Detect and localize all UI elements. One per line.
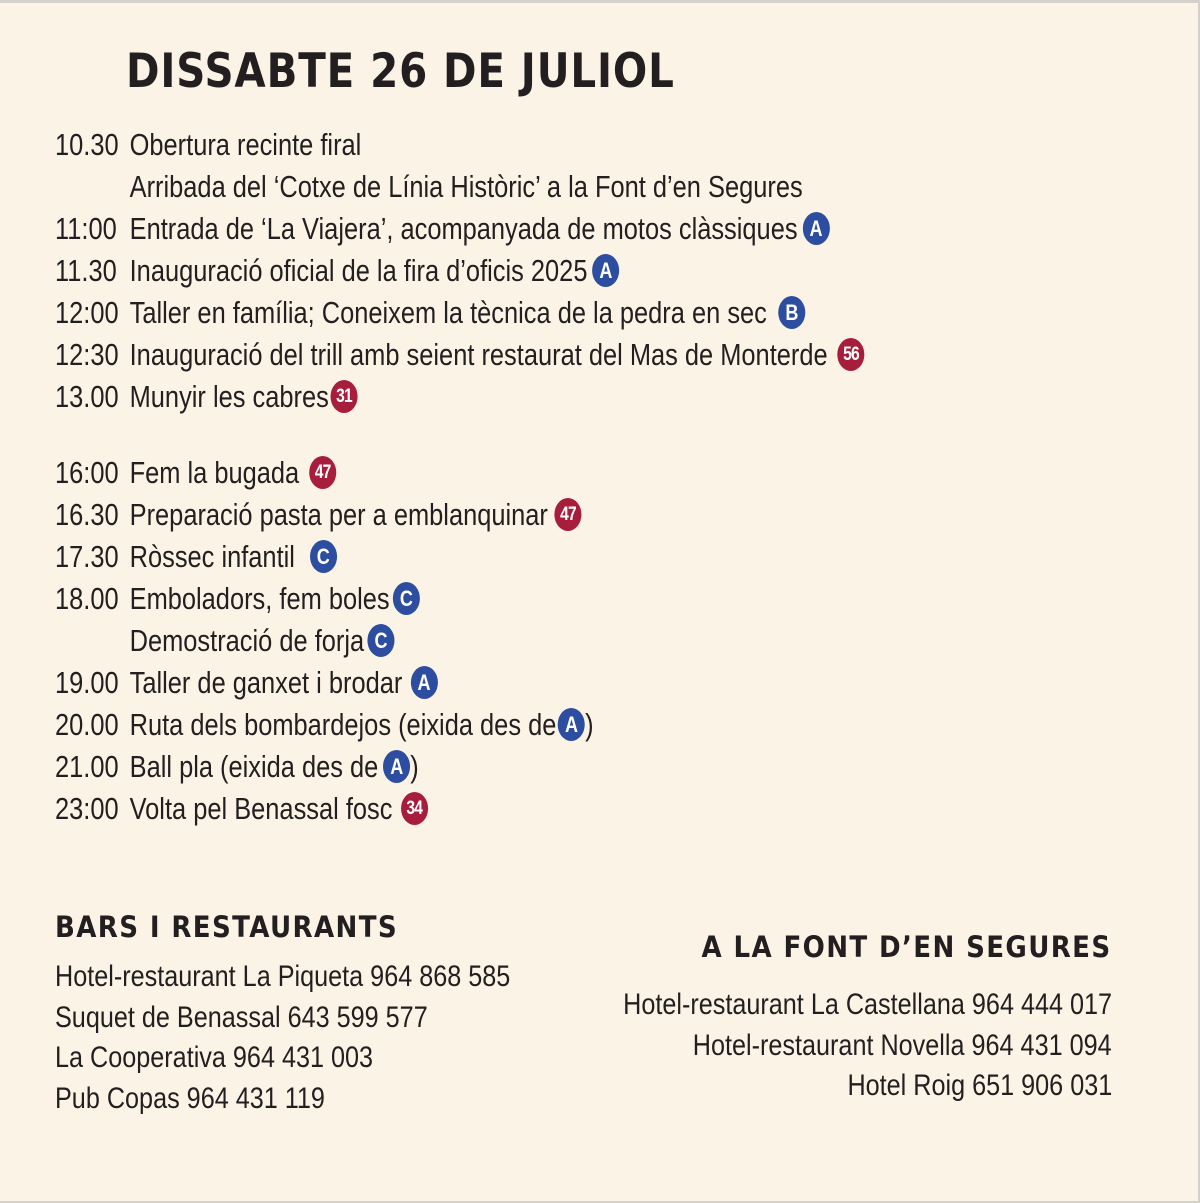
schedule-list [55, 124, 1175, 830]
schedule-time: 20.00 [55, 707, 119, 742]
schedule-time: 10.30 [55, 127, 119, 162]
schedule-text: Taller en família; Coneixem la tècnica de la pedra en sec [129, 295, 767, 330]
schedule-text: Ball pla (eixida des de [129, 749, 379, 784]
location-badge: 31 [330, 380, 357, 413]
schedule-suffix: ) [585, 707, 594, 742]
font-segures-item: Hotel Roig 651 906 031 [847, 1069, 1112, 1102]
bar-item: Suquet de Benassal 643 599 577 [55, 1000, 428, 1034]
schedule-row [55, 662, 1175, 704]
schedule-row [55, 452, 1175, 494]
location-badge: A [802, 212, 829, 245]
font-segures-item: Hotel-restaurant La Castellana 964 444 017 [623, 988, 1112, 1021]
location-badge: B [778, 296, 805, 329]
schedule-time: 16:00 [55, 455, 119, 490]
schedule-text: Taller de ganxet i brodar [129, 665, 403, 700]
schedule-row [55, 166, 1175, 208]
font-segures-list [530, 985, 1112, 1107]
font-segures-title: A LA FONT D’EN SEGURES [702, 930, 1112, 964]
schedule-text: Arribada del ‘Cotxe de Línia Històric’ a la Font d’en Segures [129, 169, 803, 204]
bars-list [55, 957, 597, 1119]
location-badge: 56 [837, 338, 864, 371]
schedule-row [55, 494, 1175, 536]
schedule-text: Obertura recinte firal [129, 127, 362, 162]
schedule-row [55, 208, 1175, 250]
location-badge: A [592, 254, 619, 287]
location-badge: 47 [309, 456, 336, 489]
schedule-time: 18.00 [55, 581, 119, 616]
schedule-time: 21.00 [55, 749, 119, 784]
bars-section-title: BARS I RESTAURANTS [55, 910, 399, 944]
schedule-row [55, 788, 1175, 830]
location-badge: C [393, 582, 420, 615]
schedule-row [55, 578, 1175, 620]
schedule-row [55, 620, 1175, 662]
schedule-time: 13.00 [55, 379, 119, 414]
schedule-row [55, 250, 1175, 292]
schedule-text: Volta pel Benassal fosc [129, 791, 393, 826]
schedule-time: 17.30 [55, 539, 119, 574]
schedule-text: Munyir les cabres [129, 379, 329, 414]
schedule-text: Demostració de forja [129, 623, 365, 658]
schedule-time: 12:00 [55, 295, 119, 330]
schedule-text: Ròssec infantil [129, 539, 295, 574]
schedule-time: 23:00 [55, 791, 119, 826]
location-badge: 47 [554, 498, 581, 531]
location-badge: C [367, 624, 394, 657]
location-badge: 34 [401, 792, 428, 825]
schedule-time: 19.00 [55, 665, 119, 700]
schedule-time: 16.30 [55, 497, 119, 532]
day-title: DISSABTE 26 DE JULIOL [126, 44, 675, 99]
font-segures-item: Hotel-restaurant Novella 964 431 094 [693, 1028, 1112, 1062]
schedule-time: 11.30 [55, 253, 117, 288]
schedule-text: Preparació pasta per a emblanquinar [129, 497, 548, 532]
schedule-text: Fem la bugada [129, 455, 300, 490]
schedule-text: Inauguració del trill amb seient restaurat del Mas de Monterde [129, 337, 828, 372]
schedule-text: Emboladors, fem boles [129, 581, 390, 616]
schedule-row [55, 704, 1175, 746]
schedule-time: 11:00 [55, 211, 117, 246]
schedule-suffix: ) [410, 749, 419, 784]
schedule-row [55, 292, 1175, 334]
schedule-row [55, 334, 1175, 376]
location-badge: A [411, 666, 438, 699]
location-badge: A [383, 750, 410, 783]
schedule-row [55, 746, 1175, 788]
schedule-row [55, 376, 1175, 418]
schedule-time: 12:30 [55, 337, 119, 372]
bar-item: Pub Copas 964 431 119 [55, 1081, 325, 1115]
schedule-text: Entrada de ‘La Viajera’, acompanyada de motos clàssiques [129, 211, 798, 246]
location-badge: C [310, 540, 337, 573]
location-badge: A [558, 708, 585, 741]
schedule-row [55, 124, 1175, 166]
bar-item: Hotel-restaurant La Piqueta 964 868 585 [55, 960, 511, 993]
schedule-row [55, 536, 1175, 578]
schedule-text: Inauguració oficial de la fira d’oficis 2025 [129, 253, 588, 288]
schedule-text: Ruta dels bombardejos (eixida des de [129, 707, 557, 742]
bar-item: La Cooperativa 964 431 003 [55, 1041, 374, 1074]
